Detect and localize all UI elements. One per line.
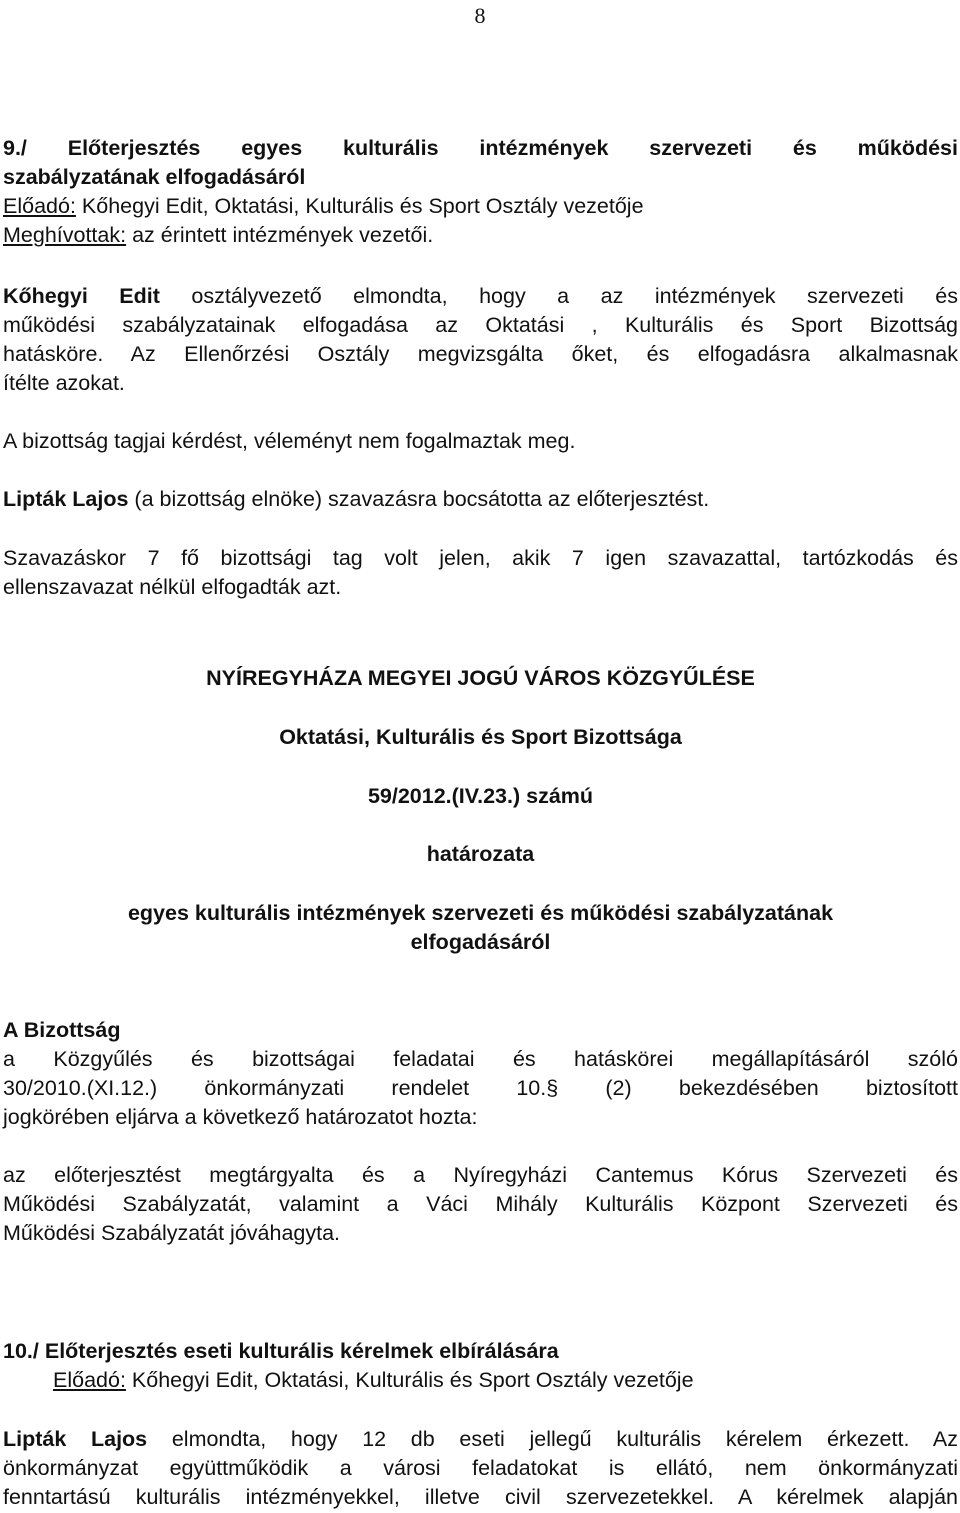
item9-paragraph3: [3, 485, 958, 514]
resolution-body-heading: A Bizottság: [3, 1018, 121, 1042]
item10-heading: [3, 1337, 958, 1395]
resolution-decision: [3, 1161, 958, 1248]
item10-paragraph1: [3, 1425, 958, 1512]
resolution-body: [3, 1016, 958, 1132]
item9-invited-text: az érintett intézmények vezetői.: [126, 223, 434, 247]
item9-p3-rest: (a bizottság elnöke) szavazásra bocsátotta az előterjesztést.: [128, 487, 710, 511]
resolution-body-line2: 30/2010.(XI.12.) önkormányzati rendelet 10.§ (2) bekezdésében biztosított: [3, 1076, 958, 1100]
item9-p1-name: Kőhegyi Edit: [3, 284, 160, 308]
item9-p4-line2: ellenszavazat nélkül elfogadták azt.: [3, 575, 342, 599]
item9-invited: [3, 221, 958, 250]
item10-presenter-label: Előadó:: [53, 1368, 126, 1392]
item9-number: 9./: [3, 136, 27, 160]
item9-title-2: szabályzatának elfogadásáról: [3, 165, 306, 189]
resolution-committee: Oktatási, Kulturális és Sport Bizottsága: [279, 725, 682, 749]
resolution-body-line1: a Közgyűlés és bizottságai feladatai és hatáskörei megállapításáról szóló: [3, 1047, 958, 1071]
item9-heading: [3, 134, 958, 250]
resolution-subject: [3, 899, 958, 957]
item9-presenter-label: Előadó:: [3, 194, 76, 218]
item10-title: Előterjesztés eseti kulturális kérelmek elbírálására: [44, 1339, 559, 1363]
item9-p1-line3: hatásköre. Az Ellenőrzési Osztály megvizsgálta őket, és elfogadásra alkalmasnak: [3, 342, 958, 366]
item10-p1-name: Lipták Lajos: [3, 1427, 148, 1451]
resolution-body-line3: jogkörében eljárva a következő határozatot hozta:: [3, 1105, 478, 1129]
item9-p1-line1: [3, 282, 958, 311]
item9-paragraph4: [3, 544, 958, 602]
item9-presenter-text: Kőhegyi Edit, Oktatási, Kulturális és Sport Osztály vezetője: [75, 194, 644, 218]
item9-p4-line1: Szavazáskor 7 fő bizottsági tag volt jelen, akik 7 igen szavazattal, tartózkodás és: [3, 546, 958, 570]
resolution-type: határozata: [426, 842, 535, 866]
resolution-decision-line1: az előterjesztést megtárgyalta és a Nyíregyházi Cantemus Kórus Szervezeti és: [3, 1163, 958, 1187]
resolution-org: NYÍREGYHÁZA MEGYEI JOGÚ VÁROS KÖZGYŰLÉSE: [206, 666, 755, 690]
resolution-subject-line2: elfogadásáról: [410, 930, 551, 954]
resolution-decision-line3: Működési Szabályzatát jóváhagyta.: [3, 1221, 341, 1245]
resolution-decision-line2: Működési Szabályzatát, valamint a Váci Mihály Kulturális Központ Szervezeti és: [3, 1192, 958, 1216]
item9-title-line1: [3, 134, 958, 163]
item9-p3-name: Lipták Lajos: [3, 487, 129, 511]
item10-presenter: [3, 1366, 958, 1395]
item9-p1-line1-rest: osztályvezető elmondta, hogy a az intézmények szervezeti és: [159, 284, 958, 308]
item9-p1-line4: ítélte azokat.: [3, 371, 125, 395]
item10-p1-line1: [3, 1425, 958, 1454]
page-number: 8: [474, 3, 486, 28]
item9-invited-label: Meghívottak:: [3, 223, 127, 247]
item10-p1-line2: önkormányzat együttműködik a városi feladatokat is ellátó, nem önkormányzati: [3, 1456, 958, 1480]
item10-title-line: [3, 1337, 958, 1366]
resolution-number: 59/2012.(IV.23.) számú: [367, 784, 594, 808]
item10-number: 10./: [3, 1339, 39, 1363]
item9-p2: A bizottság tagjai kérdést, véleményt nem fogalmaztak meg.: [3, 429, 576, 453]
item9-presenter: [3, 192, 958, 221]
item9-paragraph1: [3, 282, 958, 398]
item9-title-1: Előterjesztés egyes kulturális intézmények szervezeti és működési: [67, 136, 958, 160]
item9-paragraph2: [3, 427, 958, 456]
item9-p3: [3, 485, 958, 514]
item9-p1-line2: működési szabályzatainak elfogadása az Oktatási , Kulturális és Sport Bizottság: [3, 313, 958, 337]
item10-p1-line1-rest: elmondta, hogy 12 db eseti jellegű kulturális kérelem érkezett. Az: [147, 1427, 958, 1451]
item10-p1-line3: fenntartású kulturális intézményekkel, illetve civil szervezetekkel. A kérelmek alapján: [3, 1485, 958, 1509]
item10-presenter-text: Kőhegyi Edit, Oktatási, Kulturális és Sport Osztály vezetője: [125, 1368, 694, 1392]
resolution-subject-line1: egyes kulturális intézmények szervezeti és működési szabályzatának: [127, 901, 834, 925]
